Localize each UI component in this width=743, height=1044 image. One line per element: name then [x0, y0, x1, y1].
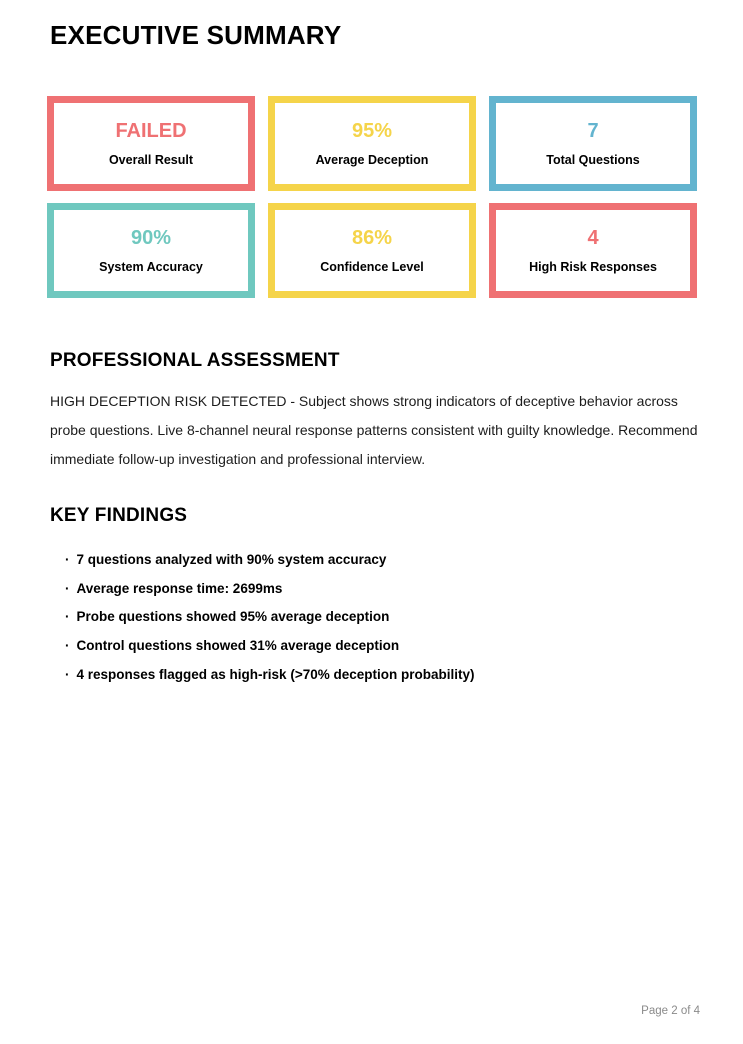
summary-stats-grid [47, 96, 697, 298]
page-number: Page 2 of 4 [641, 1005, 700, 1017]
finding-text: Control questions showed 31% average deception [76, 638, 400, 654]
finding-text: Average response time: 2699ms [76, 580, 283, 596]
finding-text: 4 responses flagged as high-risk (>70% deception probability) [76, 666, 475, 682]
professional-assessment-body: HIGH DECEPTION RISK DETECTED - Subject shows strong indicators of deceptive behavior across probe questions. Live 8-channel neural response patterns consistent with guilty knowledge. Recommend immediate follow-up investigation and professional interview. [50, 393, 698, 467]
stat-label: Average Deception [315, 153, 429, 167]
stat-label: System Accuracy [99, 260, 203, 274]
key-findings-list [50, 546, 697, 690]
bullet-icon: · [65, 638, 70, 654]
finding-text: 7 questions analyzed with 90% system accuracy [76, 552, 387, 567]
finding-item [65, 546, 697, 575]
stat-value: 95% [351, 120, 393, 142]
stat-value: 90% [130, 227, 172, 249]
professional-assessment-heading: PROFESSIONAL ASSESSMENT [50, 350, 340, 371]
stat-card-average-deception [268, 96, 476, 191]
finding-item [65, 661, 697, 690]
finding-item [65, 603, 697, 632]
stat-card-overall-result [47, 96, 255, 191]
stat-label: Total Questions [546, 153, 640, 167]
bullet-icon: · [65, 580, 70, 596]
stat-card-total-questions [489, 96, 697, 191]
finding-item [65, 575, 697, 604]
stat-value: 7 [587, 120, 599, 142]
stat-value: 86% [351, 227, 393, 249]
key-findings-section [50, 505, 697, 690]
stat-label: Overall Result [108, 153, 194, 167]
finding-item [65, 632, 697, 661]
bullet-icon: · [65, 552, 70, 567]
stat-label: High Risk Responses [529, 260, 657, 274]
stat-card-confidence-level [268, 203, 476, 298]
stat-value: FAILED [115, 120, 187, 142]
stat-value: 4 [587, 227, 599, 249]
finding-text: Probe questions showed 95% average deception [76, 609, 390, 625]
stat-label: Confidence Level [320, 260, 424, 274]
page-title: EXECUTIVE SUMMARY [50, 20, 342, 50]
bullet-icon: · [65, 609, 70, 625]
stat-card-high-risk-responses [489, 203, 697, 298]
professional-assessment-section [50, 350, 697, 474]
key-findings-heading: KEY FINDINGS [50, 505, 188, 526]
stat-card-system-accuracy [47, 203, 255, 298]
bullet-icon: · [65, 666, 70, 682]
